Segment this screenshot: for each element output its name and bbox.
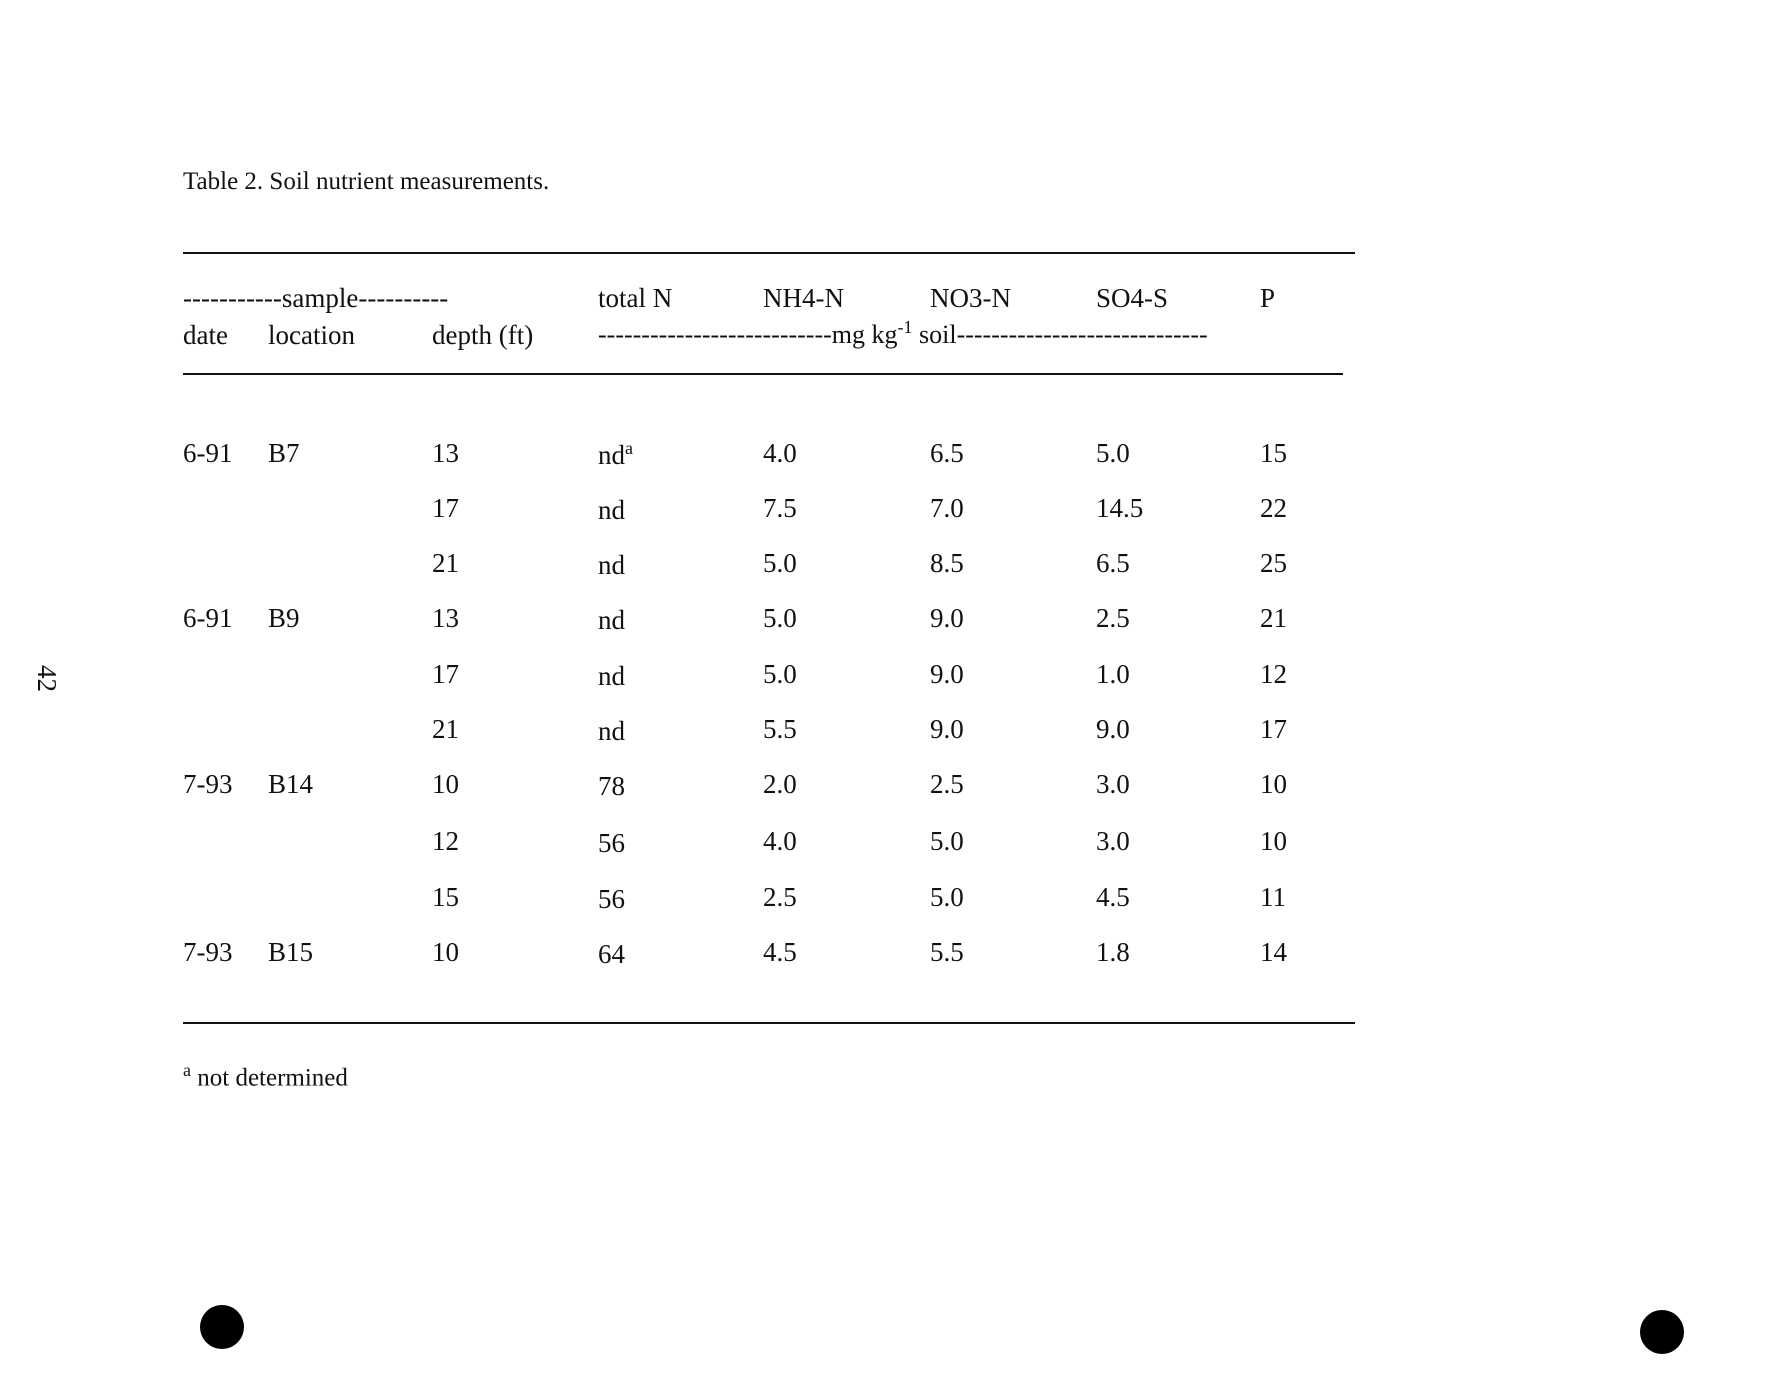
cell-total-n bbox=[598, 882, 625, 915]
cell-text: 12 bbox=[432, 826, 459, 856]
cell-date bbox=[183, 769, 233, 800]
cell-depth bbox=[432, 548, 459, 579]
cell-text: 56 bbox=[598, 884, 625, 914]
cell-text: 22 bbox=[1260, 493, 1287, 523]
cell-total-n bbox=[598, 714, 625, 747]
cell-text: 7.0 bbox=[930, 493, 964, 523]
units-tail: soil----------------------------- bbox=[912, 320, 1208, 349]
cell-so4 bbox=[1096, 714, 1130, 745]
cell-text: 17 bbox=[1260, 714, 1287, 744]
cell-text: 7-93 bbox=[183, 769, 233, 799]
cell-so4 bbox=[1096, 769, 1130, 800]
cell-text: B15 bbox=[268, 937, 314, 967]
header-rule bbox=[183, 373, 1343, 375]
cell-depth bbox=[432, 826, 459, 857]
cell-p bbox=[1260, 882, 1286, 913]
punch-hole-left bbox=[200, 1305, 244, 1349]
cell-text: 5.0 bbox=[930, 826, 964, 856]
cell-total-n bbox=[598, 659, 625, 692]
cell-text: nd bbox=[598, 716, 625, 746]
cell-nh4 bbox=[763, 603, 797, 634]
cell-location bbox=[268, 603, 300, 634]
cell-p bbox=[1260, 603, 1287, 634]
cell-text: 6.5 bbox=[1096, 548, 1130, 578]
page-number: 42 bbox=[32, 665, 62, 692]
cell-nh4 bbox=[763, 714, 797, 745]
cell-text: nd bbox=[598, 605, 625, 635]
cell-text: 10 bbox=[432, 769, 459, 799]
cell-depth bbox=[432, 937, 459, 968]
cell-no3 bbox=[930, 937, 964, 968]
cell-text: 2.0 bbox=[763, 769, 797, 799]
cell-text: 12 bbox=[1260, 659, 1287, 689]
cell-text: nd bbox=[598, 495, 625, 525]
cell-total-n bbox=[598, 603, 625, 636]
header-so4-s: SO4-S bbox=[1096, 283, 1169, 313]
cell-nh4 bbox=[763, 882, 797, 913]
cell-location bbox=[268, 937, 313, 968]
cell-p bbox=[1260, 714, 1287, 745]
cell-text: 9.0 bbox=[930, 659, 964, 689]
cell-text: 7-93 bbox=[183, 937, 233, 967]
cell-text: B9 bbox=[268, 603, 300, 633]
cell-text: 5.0 bbox=[763, 603, 797, 633]
cell-no3 bbox=[930, 826, 964, 857]
cell-p bbox=[1260, 937, 1287, 968]
cell-date bbox=[183, 603, 233, 634]
cell-text: 4.0 bbox=[763, 826, 797, 856]
cell-text: 25 bbox=[1260, 548, 1287, 578]
units-label bbox=[598, 317, 1208, 350]
cell-text: 21 bbox=[432, 548, 459, 578]
cell-text: 5.0 bbox=[1096, 438, 1130, 468]
footnote-ref: a bbox=[625, 438, 633, 458]
cell-text: 8.5 bbox=[930, 548, 964, 578]
cell-text: 1.8 bbox=[1096, 937, 1130, 967]
cell-total-n bbox=[598, 769, 625, 802]
footnote bbox=[183, 1060, 348, 1092]
table-caption: Table 2. Soil nutrient measurements. bbox=[183, 168, 550, 195]
cell-p bbox=[1260, 493, 1287, 524]
cell-so4 bbox=[1096, 659, 1130, 690]
cell-p bbox=[1260, 548, 1287, 579]
cell-text: 21 bbox=[1260, 603, 1287, 633]
cell-text: 6.5 bbox=[930, 438, 964, 468]
cell-p bbox=[1260, 659, 1287, 690]
header-no3-n: NO3-N bbox=[930, 283, 1011, 313]
cell-so4 bbox=[1096, 937, 1130, 968]
cell-text: 4.5 bbox=[1096, 882, 1130, 912]
cell-p bbox=[1260, 826, 1287, 857]
cell-text: 2.5 bbox=[1096, 603, 1130, 633]
cell-so4 bbox=[1096, 882, 1130, 913]
cell-text: 6-91 bbox=[183, 438, 233, 468]
cell-text: 14 bbox=[1260, 937, 1287, 967]
cell-text: 9.0 bbox=[930, 714, 964, 744]
cell-text: 2.5 bbox=[930, 769, 964, 799]
header-total-n: total N bbox=[598, 283, 673, 313]
cell-text: 1.0 bbox=[1096, 659, 1130, 689]
cell-nh4 bbox=[763, 548, 797, 579]
cell-nh4 bbox=[763, 826, 797, 857]
cell-text: 7.5 bbox=[763, 493, 797, 523]
cell-location bbox=[268, 438, 300, 469]
cell-no3 bbox=[930, 603, 964, 634]
cell-text: 5.0 bbox=[763, 548, 797, 578]
cell-text: 5.5 bbox=[930, 937, 964, 967]
footnote-text: not determined bbox=[191, 1064, 348, 1092]
cell-text: 78 bbox=[598, 771, 625, 801]
cell-nh4 bbox=[763, 769, 797, 800]
cell-text: 10 bbox=[432, 937, 459, 967]
header-p: P bbox=[1260, 283, 1276, 313]
cell-total-n bbox=[598, 548, 625, 581]
cell-text: 13 bbox=[432, 438, 459, 468]
cell-so4 bbox=[1096, 438, 1130, 469]
cell-text: 9.0 bbox=[930, 603, 964, 633]
cell-text: 3.0 bbox=[1096, 826, 1130, 856]
cell-total-n bbox=[598, 826, 625, 859]
cell-so4 bbox=[1096, 826, 1130, 857]
cell-p bbox=[1260, 438, 1287, 469]
cell-depth bbox=[432, 769, 459, 800]
cell-depth bbox=[432, 882, 459, 913]
cell-text: 4.5 bbox=[763, 937, 797, 967]
cell-text: B14 bbox=[268, 769, 314, 799]
cell-text: 17 bbox=[432, 493, 459, 523]
header-depth: depth (ft) bbox=[432, 320, 534, 350]
cell-total-n bbox=[598, 493, 625, 526]
header-location: location bbox=[268, 320, 355, 350]
cell-text: 64 bbox=[598, 939, 625, 969]
units-lead: ---------------------------mg kg bbox=[598, 320, 898, 349]
cell-depth bbox=[432, 714, 459, 745]
cell-total-n bbox=[598, 937, 625, 970]
punch-hole-right bbox=[1640, 1310, 1684, 1354]
cell-p bbox=[1260, 769, 1287, 800]
cell-text: 5.0 bbox=[930, 882, 964, 912]
cell-nh4 bbox=[763, 937, 797, 968]
cell-nh4 bbox=[763, 438, 797, 469]
bottom-rule bbox=[183, 1022, 1355, 1024]
cell-nh4 bbox=[763, 659, 797, 690]
header-date: date bbox=[183, 320, 228, 350]
units-superscript: -1 bbox=[897, 317, 913, 337]
cell-text: 15 bbox=[1260, 438, 1287, 468]
cell-text: 2.5 bbox=[763, 882, 797, 912]
cell-text: nd bbox=[598, 550, 625, 580]
cell-no3 bbox=[930, 659, 964, 690]
cell-text: 13 bbox=[432, 603, 459, 633]
cell-location bbox=[268, 769, 313, 800]
cell-no3 bbox=[930, 438, 964, 469]
cell-depth bbox=[432, 659, 459, 690]
cell-no3 bbox=[930, 882, 964, 913]
cell-no3 bbox=[930, 548, 964, 579]
cell-so4 bbox=[1096, 548, 1130, 579]
cell-text: 56 bbox=[598, 828, 625, 858]
cell-date bbox=[183, 937, 233, 968]
cell-text: 21 bbox=[432, 714, 459, 744]
cell-text: nd bbox=[598, 661, 625, 691]
cell-so4 bbox=[1096, 603, 1130, 634]
footnote-mark: a bbox=[183, 1060, 191, 1080]
cell-text: nd bbox=[598, 440, 625, 470]
cell-depth bbox=[432, 493, 459, 524]
cell-nh4 bbox=[763, 493, 797, 524]
cell-no3 bbox=[930, 769, 964, 800]
cell-no3 bbox=[930, 493, 964, 524]
cell-text: 17 bbox=[432, 659, 459, 689]
cell-text: 5.5 bbox=[763, 714, 797, 744]
cell-date bbox=[183, 438, 233, 469]
cell-text: 9.0 bbox=[1096, 714, 1130, 744]
cell-text: 6-91 bbox=[183, 603, 233, 633]
cell-text: 14.5 bbox=[1096, 493, 1144, 523]
cell-text: B7 bbox=[268, 438, 300, 468]
cell-text: 3.0 bbox=[1096, 769, 1130, 799]
cell-text: 4.0 bbox=[763, 438, 797, 468]
cell-text: 11 bbox=[1260, 882, 1286, 912]
header-nh4-n: NH4-N bbox=[763, 283, 844, 313]
cell-depth bbox=[432, 603, 459, 634]
cell-text: 15 bbox=[432, 882, 459, 912]
cell-no3 bbox=[930, 714, 964, 745]
cell-so4 bbox=[1096, 493, 1143, 524]
top-rule bbox=[183, 252, 1355, 254]
cell-total-n bbox=[598, 438, 633, 471]
sample-header: -----------sample---------- bbox=[183, 283, 449, 313]
cell-text: 10 bbox=[1260, 769, 1287, 799]
cell-depth bbox=[432, 438, 459, 469]
cell-text: 5.0 bbox=[763, 659, 797, 689]
cell-text: 10 bbox=[1260, 826, 1287, 856]
